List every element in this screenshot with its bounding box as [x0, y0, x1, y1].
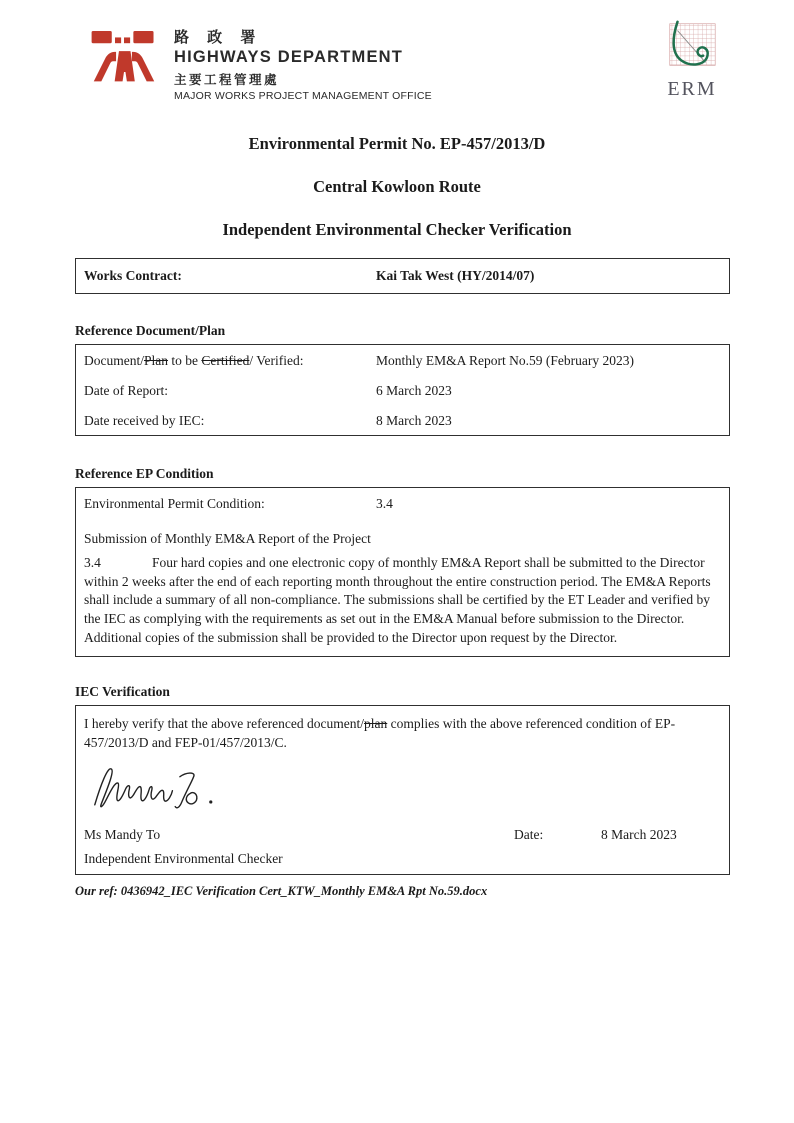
statement-part: complies with the above referenced condition of EP-457/2013/D and FEP-01/457/2013/C. [84, 715, 676, 750]
reference-document-heading: Reference Document/Plan [75, 323, 226, 338]
iec-verification-statement [84, 714, 721, 752]
struck-word-certified: Certified [201, 353, 250, 368]
iec-verification-box [75, 705, 730, 875]
date-of-report-value: 6 March 2023 [376, 383, 452, 398]
reference-document-table [75, 344, 730, 436]
signatory-name: Ms Mandy To [84, 826, 161, 842]
clause-number: 3.4 [84, 555, 101, 570]
document-verified-value: Monthly EM&A Report No.59 (February 2023) [376, 353, 634, 368]
dept-name-english: HIGHWAYS DEPARTMENT [174, 48, 404, 66]
works-contract-value: Kai Tak West (HY/2014/07) [376, 268, 535, 283]
date-of-report-label: Date of Report: [84, 383, 168, 398]
struck-word-plan: Plan [144, 353, 169, 368]
ep-condition-table [75, 487, 730, 657]
date-value: 8 March 2023 [601, 826, 677, 842]
works-contract-label: Works Contract: [84, 268, 182, 283]
works-contract-row [76, 259, 729, 293]
highways-department-identity [88, 18, 432, 102]
document-verified-row [76, 345, 729, 375]
signatory-row [84, 826, 721, 843]
ep-condition-clause [76, 547, 729, 648]
works-contract-table [75, 258, 730, 294]
ep-condition-heading: Reference EP Condition [75, 466, 214, 481]
document-verified-label [84, 352, 376, 369]
date-of-report-row [76, 375, 729, 405]
erm-logo-text: ERM [667, 78, 717, 100]
erm-identity [660, 18, 724, 101]
signature-area [84, 758, 721, 816]
iec-verification-heading: IEC Verification [75, 683, 170, 699]
ep-condition-label: Environmental Permit Condition: [84, 496, 265, 511]
document-title: Independent Environmental Checker Verification [222, 220, 572, 239]
dept-name-chinese: 路 政 署 [174, 29, 263, 46]
office-name-chinese: 主要工程管理處 [174, 73, 280, 87]
project-name-title: Central Kowloon Route [313, 177, 481, 196]
date-received-row [76, 405, 729, 435]
page-header [0, 0, 794, 102]
ep-condition-subject: Submission of Monthly EM&A Report of the Project [84, 531, 371, 546]
date-received-label: Date received by IEC: [84, 413, 205, 428]
label-part: Document/ [84, 353, 144, 368]
signature-image [84, 804, 244, 819]
signatory-title: Independent Environmental Checker [84, 850, 283, 866]
permit-number-title: Environmental Permit No. EP-457/2013/D [248, 134, 546, 153]
statement-part: I hereby verify that the above referenced document/ [84, 715, 364, 731]
label-part: / Verified: [249, 353, 304, 368]
struck-word-plan: plan [364, 715, 388, 731]
ep-condition-value: 3.4 [376, 496, 393, 511]
office-name-english: MAJOR WORKS PROJECT MANAGEMENT OFFICE [174, 90, 432, 102]
date-received-value: 8 March 2023 [376, 413, 452, 428]
erm-logo-icon [663, 59, 721, 76]
highways-department-logo-icon [88, 18, 160, 95]
highways-department-wordmark [174, 18, 432, 102]
label-part: to be [168, 353, 202, 368]
date-label: Date: [514, 826, 544, 842]
clause-text: Four hard copies and one electronic copy of monthly EM&A Report shall be submitted to the Director within 2 weeks after the end of each reporting month throughout the entire construction period. The EM&A Reports shall include a summary of all non-compliance. The submissions shall be certified by the ET Leader and verified by the IEC as complying with the requirements as set out in the EM&A Manual before submission to the Director. Additional copies of the submission shall be provided to the Director upon request by the Director. [84, 555, 711, 645]
our-ref-line: Our ref: 0436942_IEC Verification Cert_KTW_Monthly EM&A Rpt No.59.docx [75, 883, 488, 898]
ep-condition-row [76, 488, 729, 518]
